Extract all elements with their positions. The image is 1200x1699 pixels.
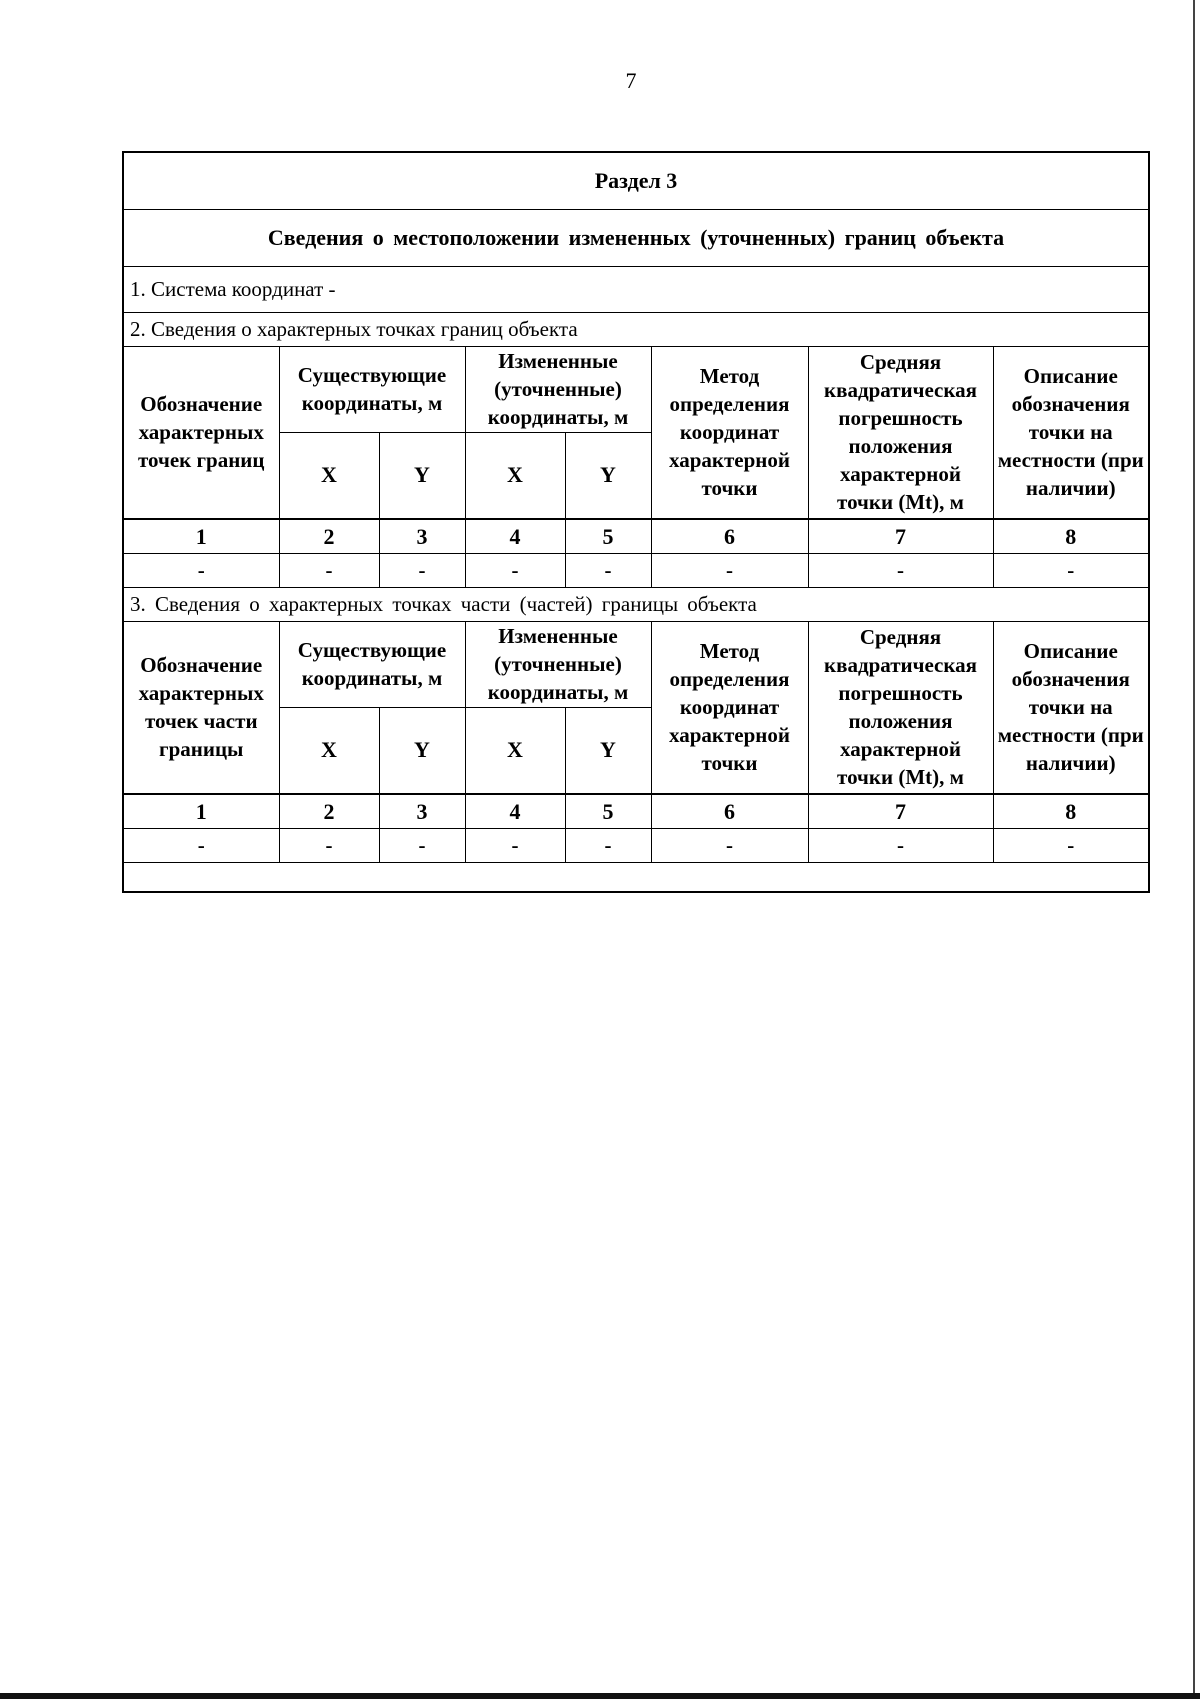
table1-column-number: 6 bbox=[651, 519, 808, 553]
coordinate-system-row: 1. Система координат - bbox=[123, 266, 1149, 312]
table1-cell: - bbox=[808, 553, 993, 587]
table1-column-number: 2 bbox=[279, 519, 379, 553]
section-title: Раздел 3 bbox=[123, 152, 1149, 209]
table2-column-number: 1 bbox=[123, 794, 279, 828]
table1-cell: - bbox=[465, 553, 565, 587]
table2-header-error: Средняя квадратическая погрешность положения характерной точки (Mt), м bbox=[808, 621, 993, 794]
table1-cell: - bbox=[123, 553, 279, 587]
table1-column-number: 7 bbox=[808, 519, 993, 553]
table2-header-designation: Обозначение характерных точек части границы bbox=[123, 621, 279, 794]
table1-row bbox=[123, 553, 1149, 587]
table1-header-changed-y: Y bbox=[565, 432, 651, 519]
table2-cell: - bbox=[465, 828, 565, 862]
table1-header-existing-coords: Существующие координаты, м bbox=[279, 346, 465, 432]
page-number: 7 bbox=[625, 68, 637, 93]
table2-header-changed-x: X bbox=[465, 707, 565, 794]
table2-cell: - bbox=[123, 828, 279, 862]
table2-column-number: 6 bbox=[651, 794, 808, 828]
table2-cell: - bbox=[379, 828, 465, 862]
table2-column-number: 7 bbox=[808, 794, 993, 828]
section-subtitle: Сведения о местоположении измененных (уточненных) границ объекта bbox=[123, 209, 1149, 266]
table2-caption: 3. Сведения о характерных точках части (частей) границы объекта bbox=[123, 587, 1149, 621]
table1-header-error: Средняя квадратическая погрешность положения характерной точки (Mt), м bbox=[808, 346, 993, 519]
table1-column-number: 5 bbox=[565, 519, 651, 553]
scan-edge-bottom bbox=[0, 1693, 1200, 1699]
table1-column-number: 8 bbox=[993, 519, 1149, 553]
table2-cell: - bbox=[808, 828, 993, 862]
table2-column-number: 8 bbox=[993, 794, 1149, 828]
table1-header-description: Описание обозначения точки на местности (при наличии) bbox=[993, 346, 1149, 519]
table2-row bbox=[123, 828, 1149, 862]
table1-header-existing-x: X bbox=[279, 432, 379, 519]
table1-header-changed-x: X bbox=[465, 432, 565, 519]
table2-header-existing-coords: Существующие координаты, м bbox=[279, 621, 465, 707]
table1-cell: - bbox=[279, 553, 379, 587]
table1-header-method: Метод определения координат характерной точки bbox=[651, 346, 808, 519]
table2-column-number: 2 bbox=[279, 794, 379, 828]
table1-column-number: 1 bbox=[123, 519, 279, 553]
table2-column-number: 5 bbox=[565, 794, 651, 828]
table2-column-number: 3 bbox=[379, 794, 465, 828]
table2-header-changed-coords: Измененные (уточненные) координаты, м bbox=[465, 621, 651, 707]
table1-header-changed-coords: Измененные (уточненные) координаты, м bbox=[465, 346, 651, 432]
table1-cell: - bbox=[565, 553, 651, 587]
table1-header-existing-y: Y bbox=[379, 432, 465, 519]
table2-header-description: Описание обозначения точки на местности (при наличии) bbox=[993, 621, 1149, 794]
table1-column-number: 3 bbox=[379, 519, 465, 553]
table1-cell: - bbox=[379, 553, 465, 587]
table2-cell: - bbox=[993, 828, 1149, 862]
table2-cell: - bbox=[651, 828, 808, 862]
section-3-table bbox=[122, 151, 1150, 893]
table2-header-existing-y: Y bbox=[379, 707, 465, 794]
table1-caption: 2. Сведения о характерных точках границ объекта bbox=[123, 312, 1149, 346]
table1-column-number: 4 bbox=[465, 519, 565, 553]
table2-header-existing-x: X bbox=[279, 707, 379, 794]
table1-cell: - bbox=[651, 553, 808, 587]
table2-header-changed-y: Y bbox=[565, 707, 651, 794]
table2-cell: - bbox=[565, 828, 651, 862]
table2-cell: - bbox=[279, 828, 379, 862]
table2-column-number: 4 bbox=[465, 794, 565, 828]
table1-cell: - bbox=[993, 553, 1149, 587]
table2-header-method: Метод определения координат характерной точки bbox=[651, 621, 808, 794]
scan-edge-right bbox=[1193, 0, 1195, 1699]
table1-header-designation: Обозначение характерных точек границ bbox=[123, 346, 279, 519]
empty-footer-row bbox=[123, 862, 1149, 892]
